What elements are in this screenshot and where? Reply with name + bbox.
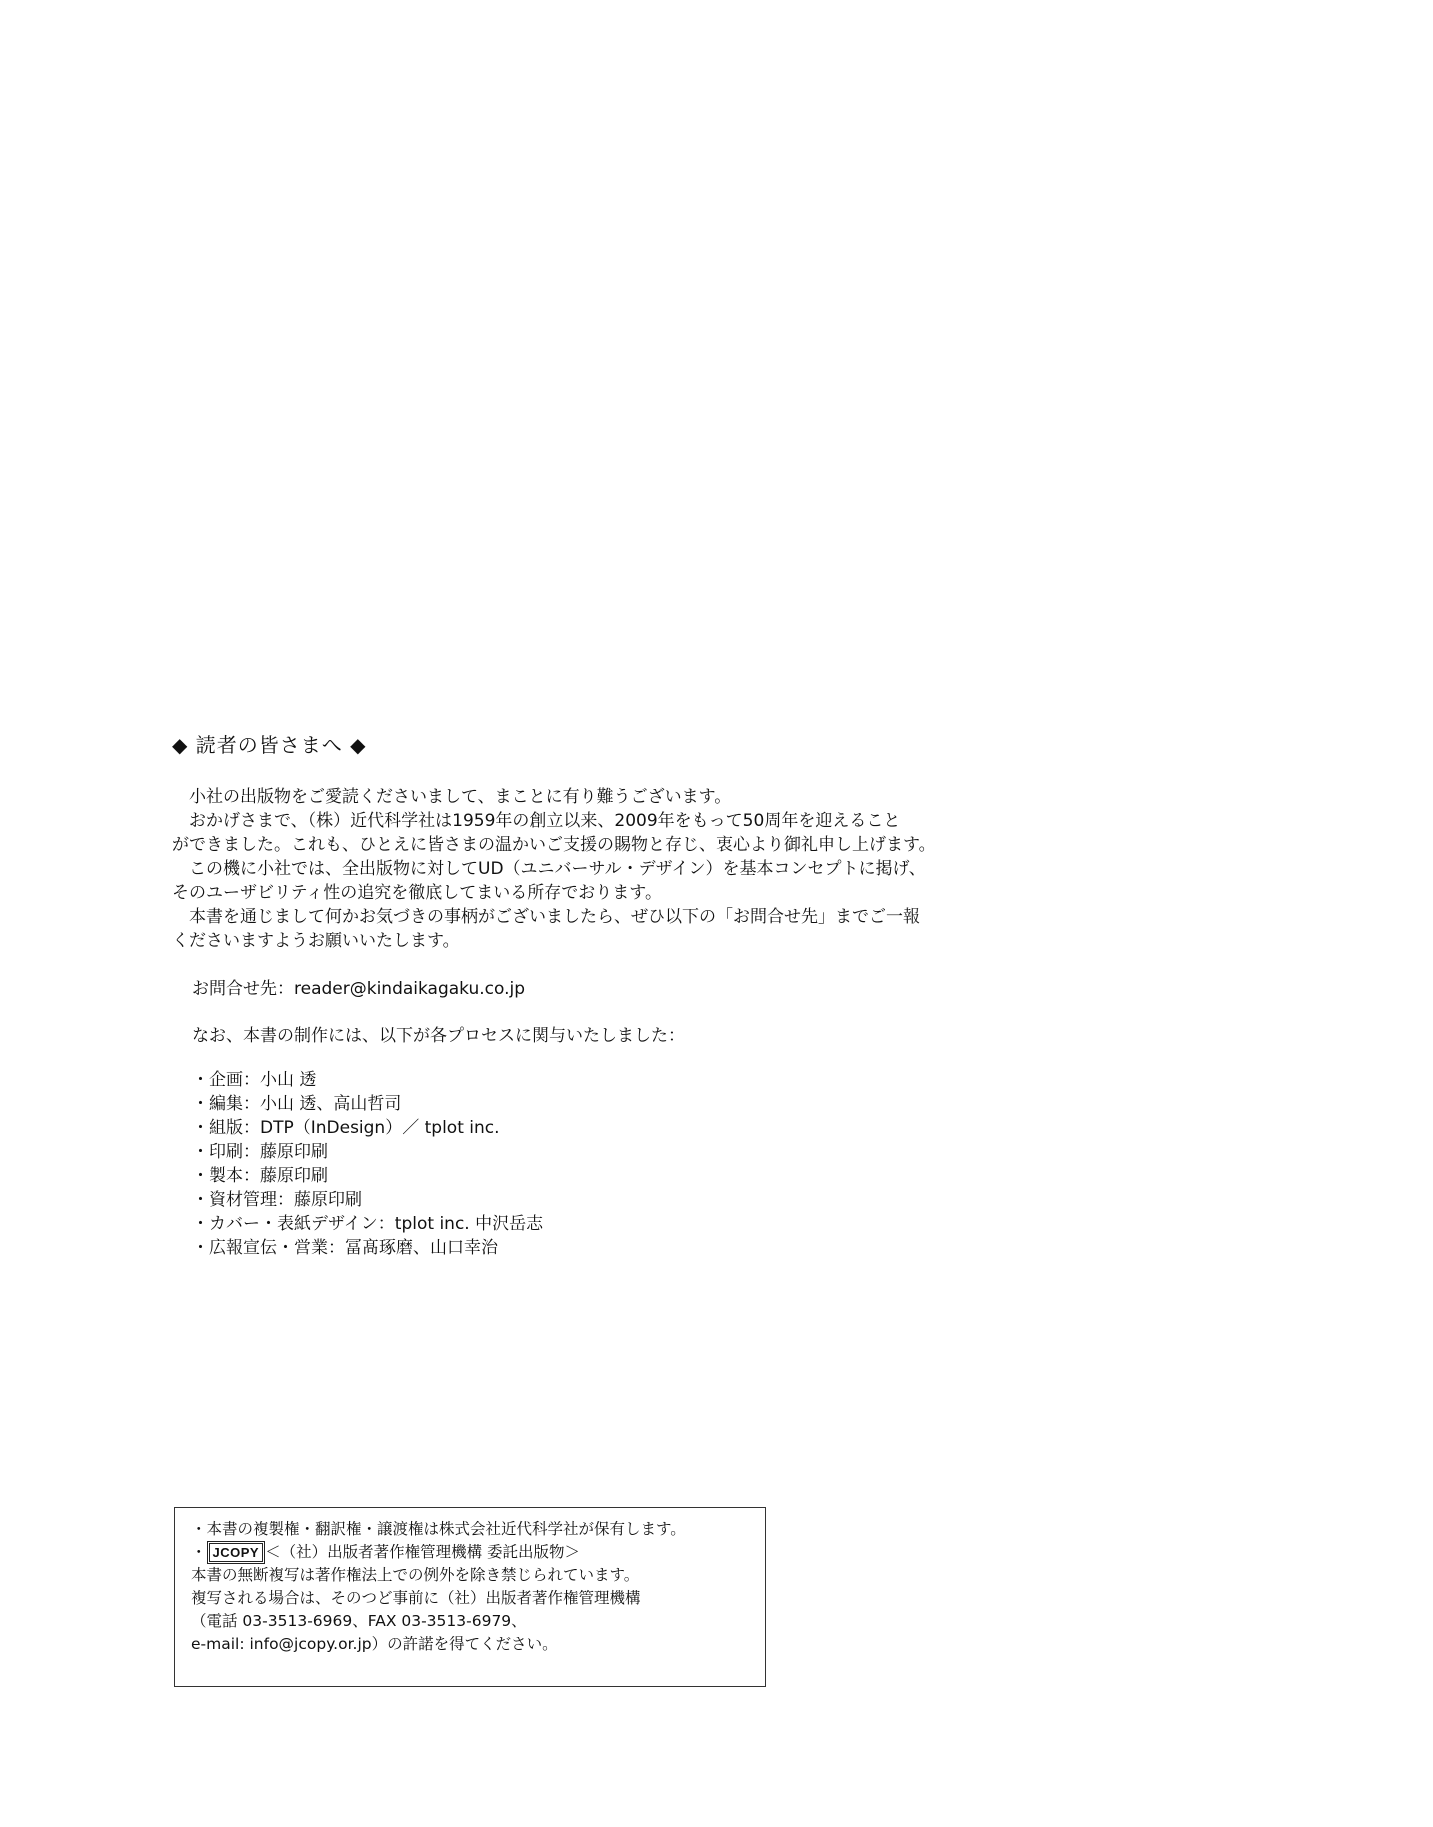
copyright-notice-box [174,1507,766,1687]
paragraph-line: 小社の出版物をご愛読くださいまして、まことに有り難うございます。 [189,787,732,807]
notice-line-jcopy [191,1541,765,1564]
diamond-icon: ◆ [172,733,189,757]
notice-bullet: ・ [191,1543,207,1561]
notice-jcopy-text: ＜（社）出版者著作権管理機構 委託出版物＞ [265,1543,581,1561]
credit-item: ・資材管理：藤原印刷 [192,1190,362,1210]
credit-item: ・カバー・表紙デザイン：tplot inc. 中沢岳志 [192,1214,544,1234]
credits-list [192,1068,543,1260]
paragraph-line: そのユーザビリティ性の追究を徹底してまいる所存でおります。 [172,883,662,903]
notice-line: ・本書の複製権・翻訳権・譲渡権は株式会社近代科学社が保有します。 [191,1520,686,1538]
credit-item: ・製本：藤原印刷 [192,1166,328,1186]
credit-item: ・編集：小山 透、高山哲司 [192,1094,402,1114]
diamond-icon: ◆ [350,733,367,757]
credits-intro: なお、本書の制作には、以下が各プロセスに関与いたしました： [192,1026,685,1046]
jcopy-logo: JCOPY [207,1541,266,1564]
contact-email: お問合せ先：reader@kindaikagaku.co.jp [192,979,526,999]
notice-line: e-mail: info@jcopy.or.jp）の許諾を得てください。 [191,1635,558,1653]
credit-item: ・企画：小山 透 [192,1070,317,1090]
paragraph-line: ができました。これも、ひとえに皆さまの温かいご支援の賜物と存じ、衷心より御礼申し上げます。 [172,835,936,855]
notice-line: 複写される場合は、そのつど事前に（社）出版者著作権管理機構 [191,1589,641,1607]
section-heading [172,729,367,758]
paragraph-line: この機に小社では、全出版物に対してUD（ユニバーサル・デザイン）を基本コンセプトに掲げ、 [189,859,926,879]
credit-item: ・印刷：藤原印刷 [192,1142,328,1162]
paragraph-line: おかげさまで、（株）近代科学社は1959年の創立以来、2009年をもって50周年を迎えること [189,811,901,831]
credit-item: ・広報宣伝・営業：冨髙琢磨、山口幸治 [192,1238,498,1258]
credit-item: ・組版：DTP（InDesign）／ tplot inc. [192,1118,500,1138]
heading-title: 読者の皆さまへ [195,733,343,757]
greeting-paragraphs [172,785,952,953]
notice-line: 本書の無断複写は著作権法上での例外を除き禁じられています。 [191,1566,640,1584]
paragraph-line: くださいますようお願いいたします。 [172,931,460,951]
paragraph-line: 本書を通じまして何かお気づきの事柄がございましたら、ぜひ以下の「お問合せ先」までご一報 [189,907,920,927]
notice-line: （電話 03-3513-6969、FAX 03-3513-6979、 [191,1612,527,1630]
